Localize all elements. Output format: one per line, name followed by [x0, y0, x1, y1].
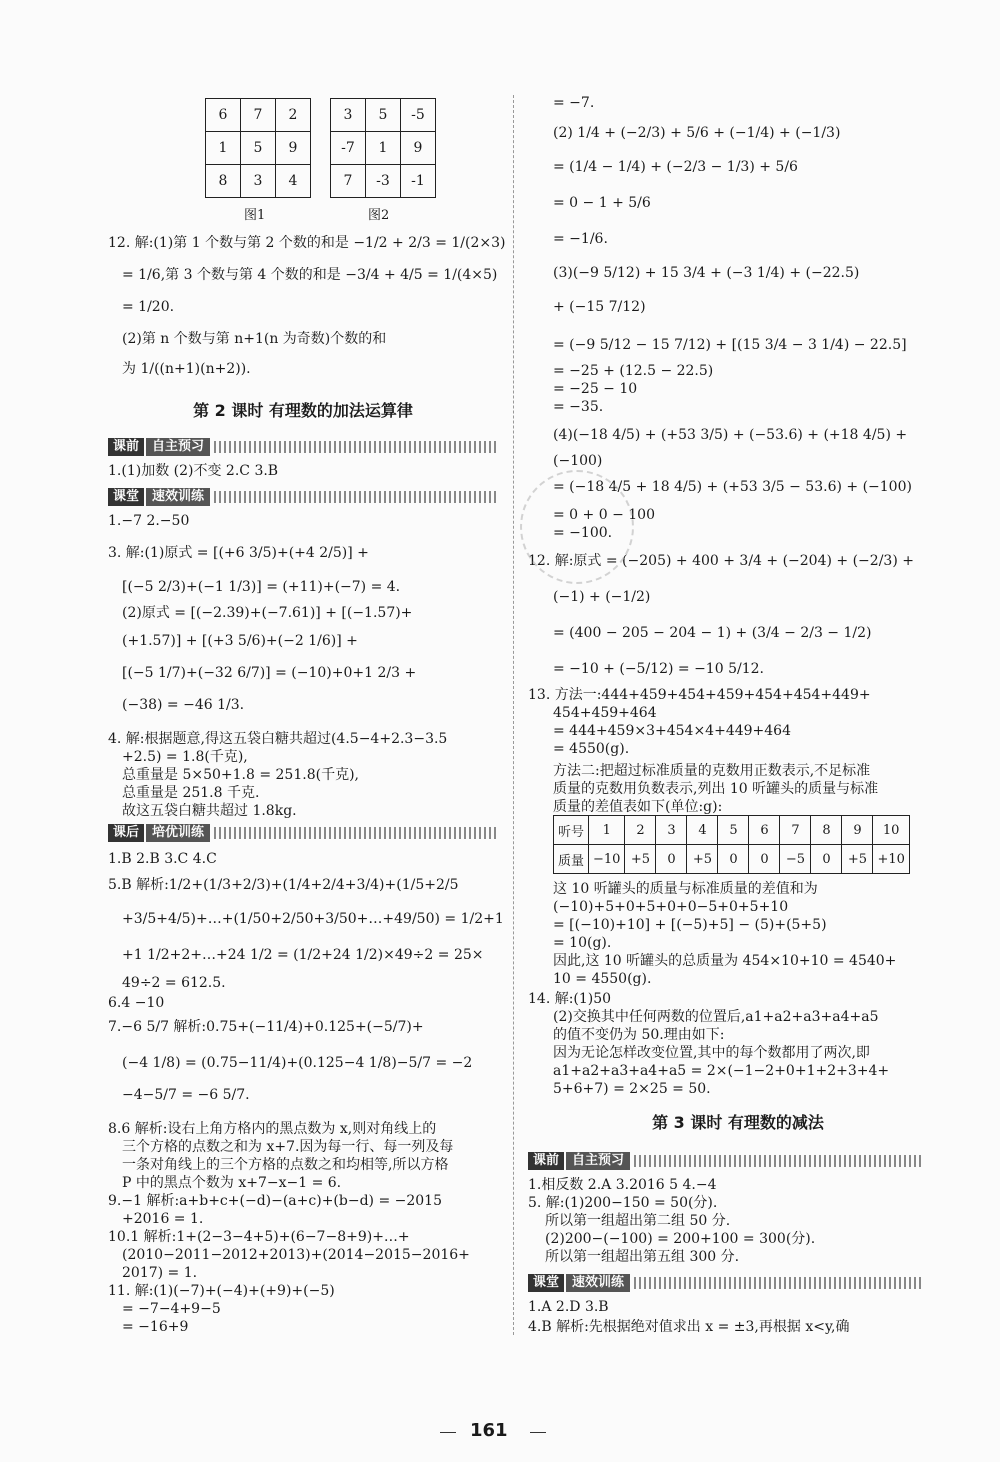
text-line: 1.(1)加数 (2)不变 2.C 3.B [108, 463, 279, 479]
section-banner-preview [108, 438, 498, 456]
text-line: 49÷2 = 612.5. [122, 975, 226, 991]
banner-label: 自主预习 [146, 438, 210, 456]
text-line: = −7. [553, 95, 595, 111]
banner-label: 课前 [108, 438, 144, 456]
text-line: = 1/20. [122, 299, 175, 315]
text-line: 这 10 听罐头的质量与标准质量的差值和为 [553, 881, 818, 897]
banner-label: 课堂 [528, 1274, 564, 1292]
magic-square-2 [330, 98, 436, 198]
text-line: = 4550(g). [553, 741, 630, 757]
table-cell: 2 [625, 816, 656, 845]
text-line: 故这五袋白糖共超过 1.8kg. [122, 803, 297, 819]
text-line: 2017) = 1. [122, 1265, 198, 1281]
banner-dots [634, 1277, 923, 1289]
text-line: (4)(−18 4/5) + (+53 3/5) + (−53.6) + (+18 4/5) + [553, 427, 908, 443]
banner-label: 速效训练 [566, 1274, 630, 1292]
figure-caption-1: 图1 [244, 208, 266, 223]
text-line: 的值不变仍为 50.理由如下: [553, 1027, 725, 1043]
text-line: (−38) = −46 1/3. [122, 697, 245, 713]
table-cell: 9 [842, 816, 873, 845]
text-line: a1+a2+a3+a4+a5 = 2×(−1−2+0+1+2+3+4+ [553, 1063, 890, 1079]
table-cell: 4 [687, 816, 718, 845]
text-line: = −10 + (−5/12) = −10 5/12. [553, 661, 764, 677]
cell: 7 [331, 165, 366, 198]
text-line: = −35. [553, 399, 604, 415]
text-line: +2016 = 1. [122, 1211, 204, 1227]
text-line: +1 1/2+2+…+24 1/2 = (1/2+24 1/2)×49÷2 = 25× [122, 947, 484, 963]
cell: 9 [276, 132, 311, 165]
text-line: 因为无论怎样改变位置,其中的每个数都用了两次,即 [553, 1045, 870, 1061]
text-line: [(−5 1/7)+(−32 6/7)] = (−10)+0+1 2/3 + [122, 665, 417, 681]
text-line: (−10)+5+0+5+0+0−5+0+5+10 [553, 899, 789, 915]
table-cell: +5 [687, 845, 718, 874]
text-line: = [(−10)+10] + [(−5)+5] − (5)+(5+5) [553, 917, 827, 933]
text-line: P 中的黑点个数为 x+7−x−1 = 6. [122, 1175, 342, 1191]
cell: 6 [206, 99, 241, 132]
text-line: + (−15 7/12) [553, 299, 646, 315]
text-line: 10.1 解析:1+(2−3−4+5)+(6−7−8+9)+…+ [108, 1229, 410, 1245]
banner-label: 课前 [528, 1152, 564, 1170]
text-line: 11. 解:(1)(−7)+(−4)+(+9)+(−5) [108, 1283, 335, 1299]
text-line: 10 = 4550(g). [553, 971, 652, 987]
text-line: 因此,这 10 听罐头的总质量为 454×10+10 = 4540+ [553, 953, 897, 969]
text-line: = 0 + 0 − 100 [553, 507, 655, 523]
cell: 1 [366, 132, 401, 165]
text-line: 9.−1 解析:a+b+c+(−d)−(a+c)+(b−d) = −2015 [108, 1193, 442, 1209]
table-cell: 10 [873, 816, 909, 845]
text-line: = −25 − 10 [553, 381, 638, 397]
banner-dots [214, 827, 498, 839]
section-banner-after [108, 824, 498, 842]
text-line: 4.B 解析:先根据绝对值求出 x = ±3,再根据 x<y,确 [528, 1319, 850, 1335]
cell: 4 [276, 165, 311, 198]
text-line: 8.6 解析:设右上角方格内的黑点数为 x,则对角线上的 [108, 1121, 437, 1137]
cell: 9 [401, 132, 436, 165]
text-line: [(−5 2/3)+(−1 1/3)] = (+11)+(−7) = 4. [122, 579, 401, 595]
text-line: = −25 + (12.5 − 22.5) [553, 363, 714, 379]
section-banner-class-3 [528, 1274, 923, 1292]
table-cell: 3 [656, 816, 687, 845]
table-cell: −10 [589, 845, 625, 874]
table-cell: 5 [718, 816, 749, 845]
watermark-stamp [520, 470, 634, 584]
table-cell: 0 [718, 845, 749, 874]
section-banner-class [108, 488, 498, 506]
cell: -7 [331, 132, 366, 165]
text-line: 14. 解:(1)50 [528, 991, 612, 1007]
table-cell: +5 [625, 845, 656, 874]
text-line: = −100. [553, 525, 613, 541]
banner-dots [214, 441, 498, 453]
text-line: 所以第一组超出第二组 50 分. [545, 1213, 731, 1229]
text-line: 所以第一组超出第五组 300 分. [545, 1249, 740, 1265]
cell: 8 [206, 165, 241, 198]
table-cell: −5 [780, 845, 811, 874]
page-number: 161 [470, 1420, 508, 1441]
text-line: 1.−7 2.−50 [108, 513, 190, 529]
text-line: = −16+9 [122, 1319, 189, 1335]
text-line: 为 1/((n+1)(n+2)). [122, 361, 251, 377]
text-line: = −7−4+9−5 [122, 1301, 221, 1317]
text-line: 5.B 解析:1/2+(1/3+2/3)+(1/4+2/4+3/4)+(1/5+2/5 [108, 877, 459, 893]
cell: 5 [366, 99, 401, 132]
text-line: = 10(g). [553, 935, 612, 951]
text-line: 1.A 2.D 3.B [528, 1299, 609, 1315]
page-number-dash [440, 1432, 456, 1433]
text-line: 12. 解:原式 = (−205) + 400 + 3/4 + (−204) + (−2/3) + [528, 553, 914, 569]
text-line: 6.4 −10 [108, 995, 165, 1011]
cell: -1 [401, 165, 436, 198]
text-line: 质量的克数用负数表示,列出 10 听罐头的质量与标准 [553, 781, 879, 797]
cell: 3 [241, 165, 276, 198]
text-line: (−100) [553, 453, 603, 469]
figure-caption-2: 图2 [368, 208, 390, 223]
text-line: 4. 解:根据题意,得这五袋白糖共超过(4.5−4+2.3−3.5 [108, 731, 448, 747]
table-cell: +10 [873, 845, 909, 874]
text-line: = (1/4 − 1/4) + (−2/3 − 1/3) + 5/6 [553, 159, 798, 175]
text-line: 三个方格的点数之和为 x+7.因为每一行、每一列及每 [122, 1139, 454, 1155]
text-line: 5. 解:(1)200−150 = 50(分). [528, 1195, 718, 1211]
text-line: (2)200−(−100) = 200+100 = 300(分). [545, 1231, 816, 1247]
table-cell: 0 [656, 845, 687, 874]
text-line: (2)原式 = [(−2.39)+(−7.61)] + [(−1.57)+ [122, 605, 413, 621]
text-line: 3. 解:(1)原式 = [(+6 3/5)+(+4 2/5)] + [108, 545, 369, 561]
section-banner-preview-3 [528, 1152, 923, 1170]
lesson-2-title: 第 2 课时 有理数的加法运算律 [193, 401, 413, 420]
column-divider [513, 95, 514, 1335]
text-line: 454+459+464 [553, 705, 657, 721]
table-cell: 8 [811, 816, 842, 845]
table-cell: 6 [749, 816, 780, 845]
text-line: (2010−2011−2012+2013)+(2014−2015−2016+ [122, 1247, 470, 1263]
table-cell: 0 [811, 845, 842, 874]
text-line: +2.5) = 1.8(千克), [122, 749, 248, 765]
table-header: 听号 [554, 816, 589, 845]
table-cell: 0 [749, 845, 780, 874]
text-line: (−4 1/8) = (0.75−11/4)+(0.125−4 1/8)−5/7 = −2 [122, 1055, 473, 1071]
text-line: 12. 解:(1)第 1 个数与第 2 个数的和是 −1/2 + 2/3 = 1/(2×3) [108, 235, 506, 251]
cell: -3 [366, 165, 401, 198]
text-line: (3)(−9 5/12) + 15 3/4 + (−3 1/4) + (−22.5) [553, 265, 860, 281]
text-line: = (400 − 205 − 204 − 1) + (3/4 − 2/3 − 1/2) [553, 625, 872, 641]
banner-dots [634, 1155, 923, 1167]
banner-label: 课后 [108, 824, 144, 842]
text-line: (2) 1/4 + (−2/3) + 5/6 + (−1/4) + (−1/3) [553, 125, 841, 141]
text-line: = (−9 5/12 − 15 7/12) + [(15 3/4 − 3 1/4) − 22.5] [553, 337, 907, 353]
text-line: 5+6+7) = 2×25 = 50. [553, 1081, 711, 1097]
text-line: 总重量是 5×50+1.8 = 251.8(千克), [122, 767, 359, 783]
text-line: +3/5+4/5)+…+(1/50+2/50+3/50+…+49/50) = 1/2+1 [122, 911, 504, 927]
cell: -5 [401, 99, 436, 132]
banner-dots [214, 491, 498, 503]
text-line: = 444+459×3+454×4+449+464 [553, 723, 791, 739]
cell: 1 [206, 132, 241, 165]
magic-square-1 [205, 98, 311, 198]
cell: 3 [331, 99, 366, 132]
text-line: −4−5/7 = −6 5/7. [122, 1087, 250, 1103]
text-line: (2)交换其中任何两数的位置后,a1+a2+a3+a4+a5 [553, 1009, 879, 1025]
text-line: 方法二:把超过标准质量的克数用正数表示,不足标准 [553, 763, 871, 779]
text-line: 1.B 2.B 3.C 4.C [108, 851, 217, 867]
cell: 2 [276, 99, 311, 132]
banner-label: 课堂 [108, 488, 144, 506]
text-line: 一条对角线上的三个方格的点数之和均相等,所以方格 [122, 1157, 449, 1173]
text-line: = −1/6. [553, 231, 608, 247]
difference-table [553, 815, 910, 874]
text-line: = (−18 4/5 + 18 4/5) + (+53 3/5 − 53.6) + (−100) [553, 479, 912, 495]
banner-label: 速效训练 [146, 488, 210, 506]
text-line: = 1/6,第 3 个数与第 4 个数的和是 −3/4 + 4/5 = 1/(4×5) [122, 267, 498, 283]
text-line: 1.相反数 2.A 3.2016 5 4.−4 [528, 1177, 717, 1193]
table-cell: +5 [842, 845, 873, 874]
text-line: (2)第 n 个数与第 n+1(n 为奇数)个数的和 [122, 331, 387, 347]
text-line: 13. 方法一:444+459+454+459+454+454+449+ [528, 687, 871, 703]
text-line: (+1.57)] + [(+3 5/6)+(−2 1/6)] + [122, 633, 358, 649]
text-line: 质量的差值表如下(单位:g): [553, 799, 723, 815]
text-line: = 0 − 1 + 5/6 [553, 195, 651, 211]
page-number-dash [530, 1432, 546, 1433]
text-line: 7.−6 5/7 解析:0.75+(−11/4)+0.125+(−5/7)+ [108, 1019, 424, 1035]
table-cell: 7 [780, 816, 811, 845]
banner-label: 培优训练 [146, 824, 210, 842]
cell: 7 [241, 99, 276, 132]
lesson-3-title: 第 3 课时 有理数的减法 [652, 1113, 824, 1132]
table-cell: 1 [589, 816, 625, 845]
cell: 5 [241, 132, 276, 165]
table-header: 质量 [554, 845, 589, 874]
banner-label: 自主预习 [566, 1152, 630, 1170]
text-line: (−1) + (−1/2) [553, 589, 651, 605]
text-line: 总重量是 251.8 千克. [122, 785, 260, 801]
